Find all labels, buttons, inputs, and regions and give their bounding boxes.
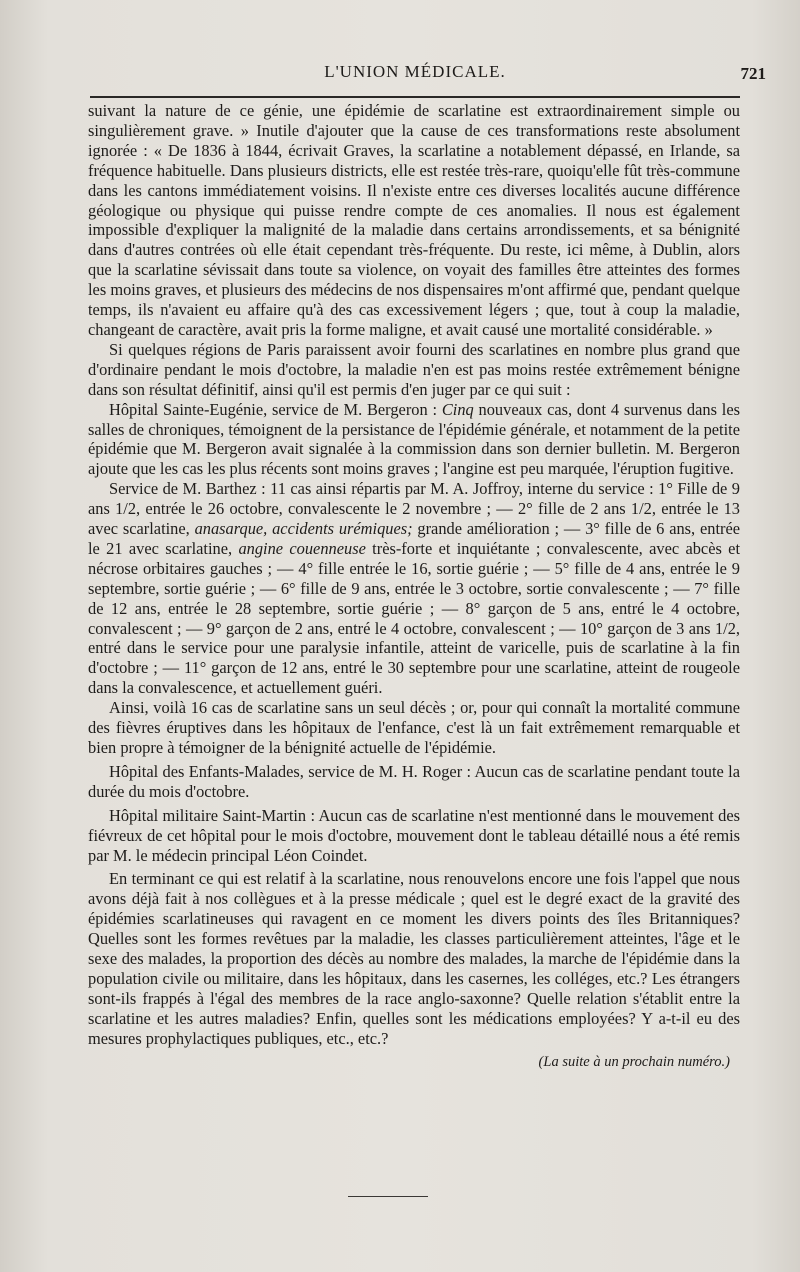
text-run: Si quelques régions de Paris paraissent avoir fourni des scarlatines en nombre plus grand que d'ordinaire pendant le mois d'octobre, la maladie n'en est pas moins restée extrêmement bénigne dans son résultat définitif, ainsi qu'il est permis d'en juger par ce qui suit : [88, 339, 740, 399]
paragraph-p2 [88, 340, 740, 400]
text-run: En terminant ce qui est relatif à la scarlatine, nous renouvelons encore une fois l'appel que nous avons déjà fait à nos collègues et à la presse médicale ; quel est le degré exact de la gravité des épidémies scarlatineuses qui ravagent en ce moment les divers points des îles Britanniques? Quelles sont les formes revêtues par la maladie, les classes particulièrement atteintes, l'âge et le sexe des malades, la proportion des décès au nombre des malades, la marche de l'épidémie dans la population civile ou militaire, dans les hôpitaux, dans les casernes, les colléges, etc.? Les étrangers sont-ils frappés à l'égal des membres de la race anglo-saxonne? Quelle relation s'établit entre la scarlatine et les autres maladies? Enfin, quelles sont les médications employées? Y a-t-il eu des mesures prophylactiques publiques, etc., etc.? [88, 869, 740, 1048]
paragraph-p6 [88, 762, 740, 802]
text-run: très-forte et inquiétante ; convalescente, avec abcès et nécrose orbitaires gauches ; — 4° fille entrée le 16, sortie guérie ; — 5° fille de 4 ans, entrée le 9 septembre, sortie guérie ; — 6° fille de 9 ans, entrée le 3 octobre, sortie convalescente ; — 7° fille de 12 ans, entrée le 28 septembre, sortie guérie ; — 8° garçon de 5 ans, entré le 4 octobre, convalescent ; — 9° garçon de 2 ans, entré le 4 octobre, convalescent ; — 10° garçon de 3 ans 1/2, entré dans le service pour une paralysie infantile, atteint de varicelle, puis de scarlatine à la fin d'octobre ; — 11° garçon de 12 ans, entré le 30 septembre pour une scarlatine, atteint de rougeole dans la convalescence, et actuellement guéri. [88, 538, 741, 698]
page-number: 721 [740, 64, 766, 83]
footer-rule [348, 1196, 428, 1197]
paragraph-p4 [88, 479, 740, 698]
page-header [60, 58, 770, 88]
text-run: Ainsi, voilà 16 cas de scarlatine sans un seul décès ; or, pour qui connaît la mortalité commune des fièvres éruptives dans les hôpitaux de l'enfance, c'est là un fait extrêmement remarquable et bien propre à témoigner de la bénignité actuelle de l'épidémie. [88, 698, 740, 757]
paragraph-p1 [88, 101, 740, 340]
text-run: grande amélioration ; — 3° fille de 6 ans, entrée le 21 avec scarlatine, [88, 519, 741, 558]
text-run: Service de M. Barthez : 11 cas ainsi répartis par M. A. Joffroy, interne du service : 1° Fille de 9 ans 1/2, entrée le 26 octobre, convalescente le 2 novembre ; — 2° fille de 2 ans 1/2, entrée le 13 avec scarlatine, [88, 479, 740, 539]
italic-run: angine couenneuse [238, 538, 366, 558]
text-run: Hôpital Sainte-Eugénie, service de M. Bergeron : [109, 399, 442, 419]
header-rule [90, 96, 740, 98]
text-run: suivant la nature de ce génie, une épidémie de scarlatine est extraordinairement simple ou singulièrement grave. » Inutile d'ajouter que la cause de ces transformations reste absolument ignorée : « De 1836 à 1844, écrivait Graves, la scarlatine a notablement dépassé, en Irlande, sa fréquence habituelle. Dans plusieurs districts, elle est restée très-rare, quoiqu'elle fût très-commune dans les cantons immédiatement voisins. Il n'existe entre ces diverses localités aucune différence géologique ou physique qui puisse rendre compte de ces anomalies. Il nous est également impossible d'expliquer la malignité de la maladie dans certains arrondissements, et sa bénignité dans d'autres contrées où elle était cependant très-fréquente. Du reste, ici même, à Dublin, alors que la scarlatine sévissait dans toute sa violence, on voyait des familles être atteintes des formes les moins graves, et plusieurs des médecins de nos dispensaires m'ont affirmé que, pendant quelque temps, ils n'avaient eu affaire qu'à des cas excessivement légers ; que, tout à coup la maladie, changeant de caractère, avait pris la forme maligne, et avait causé une mortalité considérable. » [88, 101, 740, 339]
running-title: L'UNION MÉDICALE. [324, 62, 506, 81]
text-run: Hôpital des Enfants-Malades, service de M. H. Roger : Aucun cas de scarlatine pendant toute la durée du mois d'octobre. [88, 761, 740, 801]
text-run: nouveaux cas, dont 4 survenus dans les salles de chroniques, témoignent de la persistance de l'épidémie générale, et notamment de la petite épidémie que M. Bergeron avait signalée à la commission dans son dernier bulletin. M. Bergeron ajoute que les cas les plus récents sont moins graves ; l'angine est peu marquée, l'éruption fugitive. [88, 399, 740, 479]
paragraph-p3 [88, 400, 740, 480]
continuation-note: (La suite à un prochain numéro.) [538, 1053, 730, 1070]
paragraph-p5 [88, 698, 740, 758]
body-text [88, 101, 740, 1073]
italic-run: Cinq [441, 399, 474, 419]
text-run: Hôpital militaire Saint-Martin : Aucun cas de scarlatine n'est mentionné dans le mouvement des fiévreux de cet hôpital pour le mois d'octobre, mouvement dont le tableau détaillé nous a été remis par M. le médecin principal Léon Coindet. [88, 805, 740, 865]
italic-run: anasarque, accidents urémiques; [194, 519, 413, 539]
paragraph-p8 [88, 869, 740, 1048]
paragraph-p7 [88, 806, 740, 866]
